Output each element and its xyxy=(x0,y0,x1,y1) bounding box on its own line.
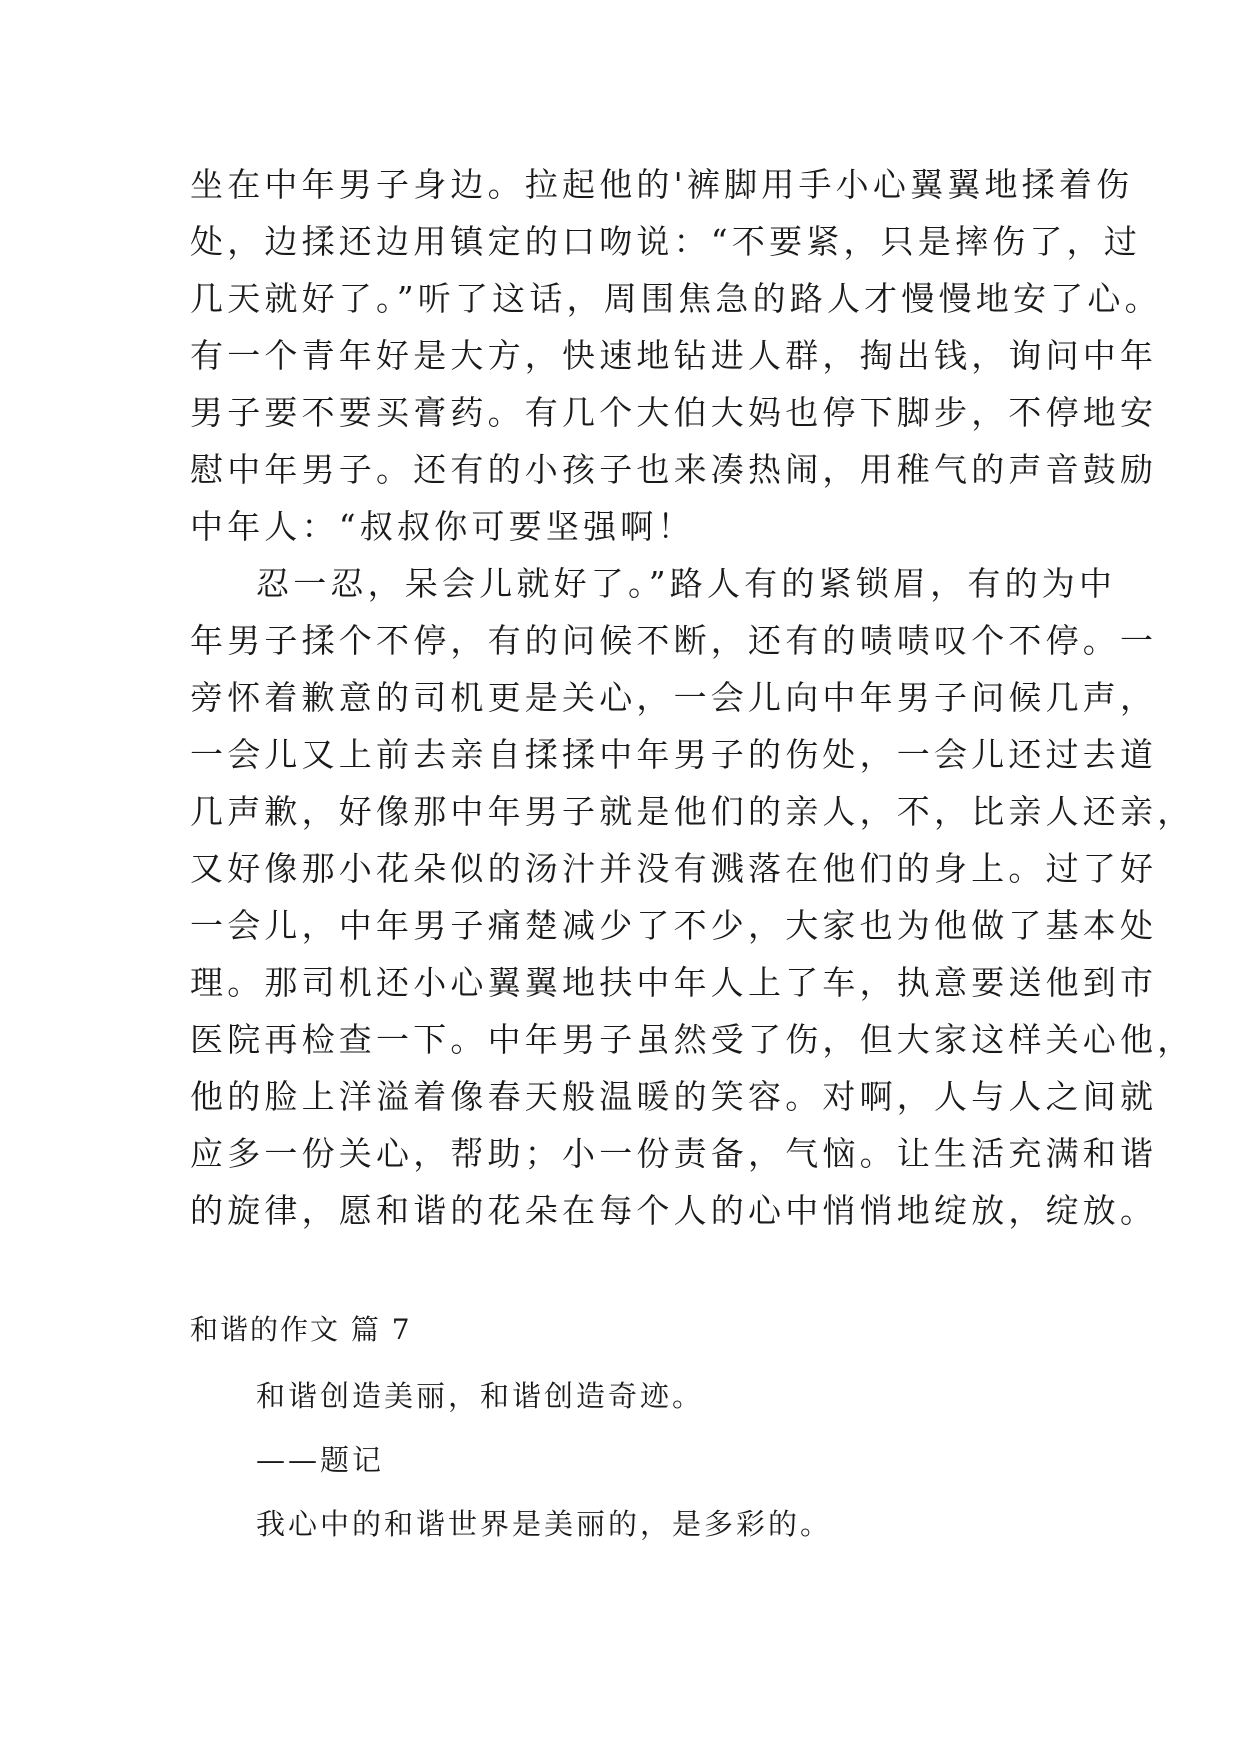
text-line: 应多一份关心，帮助；小一份责备，气恼。让生活充满和谐 xyxy=(190,1134,1158,1173)
text-line: 有一个青年好是大方，快速地钻进人群，掏出钱，询问中年 xyxy=(190,336,1158,375)
text-line: 忍一忍，呆会儿就好了。”路人有的紧锁眉，有的为中 xyxy=(256,564,1117,603)
text-line: 他的脸上洋溢着像春天般温暖的笑容。对啊，人与人之间就 xyxy=(190,1077,1158,1116)
section-heading: 和谐的作文 篇 7 xyxy=(190,1313,412,1346)
body-line: 我心中的和谐世界是美丽的，是多彩的。 xyxy=(256,1507,833,1541)
epigraph-line: 和谐创造美丽，和谐创造奇迹。 xyxy=(256,1379,705,1413)
text-line: 处，边揉还边用镇定的口吻说：“不要紧，只是摔伤了，过 xyxy=(190,222,1142,261)
text-line: 几天就好了。”听了这话，周围焦急的路人才慢慢地安了心。 xyxy=(190,279,1162,318)
text-line: 理。那司机还小心翼翼地扶中年人上了车，执意要送他到市 xyxy=(190,963,1158,1002)
text-line: 慰中年男子。还有的小孩子也来凑热闹，用稚气的声音鼓励 xyxy=(190,450,1158,489)
text-line: 男子要不要买膏药。有几个大伯大妈也停下脚步，不停地安 xyxy=(190,393,1158,432)
text-line: 年男子揉个不停，有的问候不断，还有的啧啧叹个不停。一 xyxy=(190,621,1158,660)
text-line: 一会儿又上前去亲自揉揉中年男子的伤处，一会儿还过去道 xyxy=(190,735,1158,774)
epigraph-attribution: ——题记 xyxy=(256,1443,385,1477)
text-line: 的旋律，愿和谐的花朵在每个人的心中悄悄地绽放，绽放。 xyxy=(190,1191,1158,1230)
text-line: 又好像那小花朵似的汤汁并没有溅落在他们的身上。过了好 xyxy=(190,849,1158,888)
text-line: 坐在中年男子身边。拉起他的'裤脚用手小心翼翼地揉着伤 xyxy=(190,165,1134,204)
text-line: 中年人：“叔叔你可要坚强啊！ xyxy=(190,507,695,546)
text-line: 医院再检查一下。中年男子虽然受了伤，但大家这样关心他， xyxy=(190,1020,1195,1059)
text-line: 旁怀着歉意的司机更是关心，一会儿向中年男子问候几声， xyxy=(190,678,1158,717)
text-line: 几声歉，好像那中年男子就是他们的亲人，不，比亲人还亲， xyxy=(190,792,1195,831)
text-line: 一会儿，中年男子痛楚减少了不少，大家也为他做了基本处 xyxy=(190,906,1158,945)
